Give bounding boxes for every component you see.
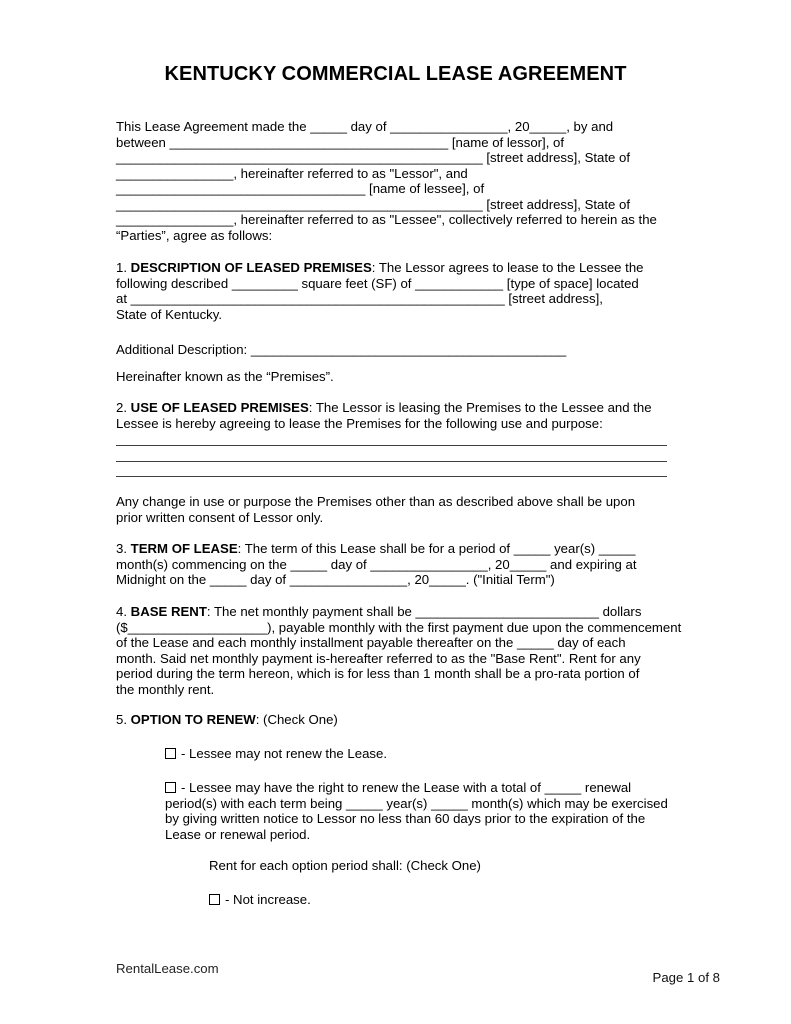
section-heading: BASE RENT [130, 604, 207, 619]
section-number: 2. [116, 400, 127, 415]
premises-note [116, 369, 667, 385]
section-heading: DESCRIPTION OF LEASED PREMISES [130, 260, 372, 275]
text-line: of the Lease and each monthly installment payable thereafter on the _____ day of each [116, 635, 626, 650]
section-text: : The net monthly payment shall be _________________________ dollars [206, 604, 642, 619]
section-option-to-renew [116, 712, 667, 728]
document-title: KENTUCKY COMMERCIAL LEASE AGREEMENT [164, 63, 627, 85]
rent-option-label [116, 858, 760, 874]
write-in-line [116, 446, 667, 461]
section-description-of-premises [116, 260, 667, 322]
text-line: Any change in use or purpose the Premises other than as described above shall be upon [116, 494, 636, 509]
section-heading-line [116, 604, 667, 620]
use-purpose-write-in-lines [116, 431, 667, 477]
text-line: __________________________________________________ [street address], State of [116, 196, 631, 212]
section-text: : The Lessor is leasing the Premises to the Lessee and the [308, 400, 652, 415]
text-line: This Lease Agreement made the _____ day of ________________, 20_____, by and [116, 119, 614, 134]
option-may-renew [116, 780, 716, 842]
section-number: 4. [116, 604, 127, 619]
text-line: Additional Description: ___________________________________________ [116, 342, 567, 357]
section-text: : (Check One) [255, 712, 338, 727]
text-line: by giving written notice to Lessor no less than 60 days prior to the expiration of the [165, 811, 646, 826]
checkbox-no-renew[interactable] [165, 748, 176, 759]
section-number: 1. [116, 260, 127, 275]
section-heading-line [116, 400, 667, 416]
text-line: __________________________________________________ [street address], State of [116, 150, 631, 165]
text-line: prior written consent of Lessor only. [116, 509, 324, 525]
write-in-line [116, 431, 667, 446]
section-heading: USE OF LEASED PREMISES [130, 400, 309, 415]
section-heading: OPTION TO RENEW [130, 712, 256, 727]
additional-description-field [116, 342, 667, 358]
text-line: between ______________________________________ [name of lessor], of [116, 134, 565, 150]
section-text: : The Lessor agrees to lease to the Lessee the [371, 260, 644, 275]
text-line: ($___________________), payable monthly with the first payment due upon the commencement [116, 619, 682, 635]
checkbox-not-increase[interactable] [209, 894, 220, 905]
footer-page-number: Page 1 of 8 [652, 970, 720, 985]
option-not-increase [116, 892, 760, 908]
section-text: : The term of this Lease shall be for a period of _____ year(s) _____ [237, 541, 636, 556]
section-heading-line [116, 712, 667, 728]
option-label: - Lessee may have the right to renew the Lease with a total of _____ renewal [181, 780, 632, 795]
section-heading-line [116, 541, 667, 557]
section-number: 5. [116, 712, 127, 727]
option-label: - Lessee may not renew the Lease. [181, 746, 387, 761]
text-line: following described _________ square feet (SF) of ____________ [type of space] located [116, 275, 639, 291]
checkbox-option-line [165, 780, 716, 796]
section-number: 3. [116, 541, 127, 556]
text-line: State of Kentucky. [116, 306, 223, 322]
footer-site-name: RentalLease.com [116, 961, 219, 976]
text-line: ________________, hereinafter referred to as "Lessor", and [116, 165, 468, 181]
text-line: Rent for each option period shall: (Check One) [209, 858, 481, 873]
section-heading-line [116, 260, 667, 276]
section-term-of-lease [116, 541, 667, 588]
write-in-line [116, 462, 667, 477]
text-line: ________________, hereinafter referred to as "Lessee", collectively referred to herein as the [116, 212, 657, 227]
use-change-consent-paragraph [116, 494, 667, 525]
text-line: __________________________________ [name of lessee], of [116, 181, 485, 196]
text-line: month(s) commencing on the _____ day of ________________, 20_____ and expiring at [116, 556, 637, 572]
text-line: Lessee is hereby agreeing to lease the Premises for the following use and purpose: [116, 415, 603, 431]
checkbox-option-line [165, 746, 716, 762]
text-line: at ___________________________________________________ [street address], [116, 291, 603, 306]
option-label: - Not increase. [225, 892, 311, 907]
text-line: month. Said net monthly payment is-hereafter referred to as the "Base Rent". Rent for any [116, 650, 641, 666]
text-line: Hereinafter known as the “Premises”. [116, 369, 334, 384]
intro-paragraph [116, 119, 667, 243]
checkbox-option-line [209, 892, 760, 908]
section-base-rent [116, 604, 682, 697]
section-heading: TERM OF LEASE [130, 541, 238, 556]
text-line: period(s) with each term being _____ year(s) _____ month(s) which may be exercised [165, 795, 668, 811]
text-line: Midnight on the _____ day of ________________, 20_____. ("Initial Term") [116, 572, 555, 587]
text-line: period during the term hereon, which is for less than 1 month shall be a pro-rata portion of [116, 666, 640, 681]
checkbox-may-renew[interactable] [165, 782, 176, 793]
section-use-of-premises [116, 400, 667, 431]
text-line: “Parties”, agree as follows: [116, 227, 273, 243]
text-line: Lease or renewal period. [165, 826, 311, 842]
text-line: the monthly rent. [116, 681, 215, 697]
option-no-renew [116, 746, 716, 762]
